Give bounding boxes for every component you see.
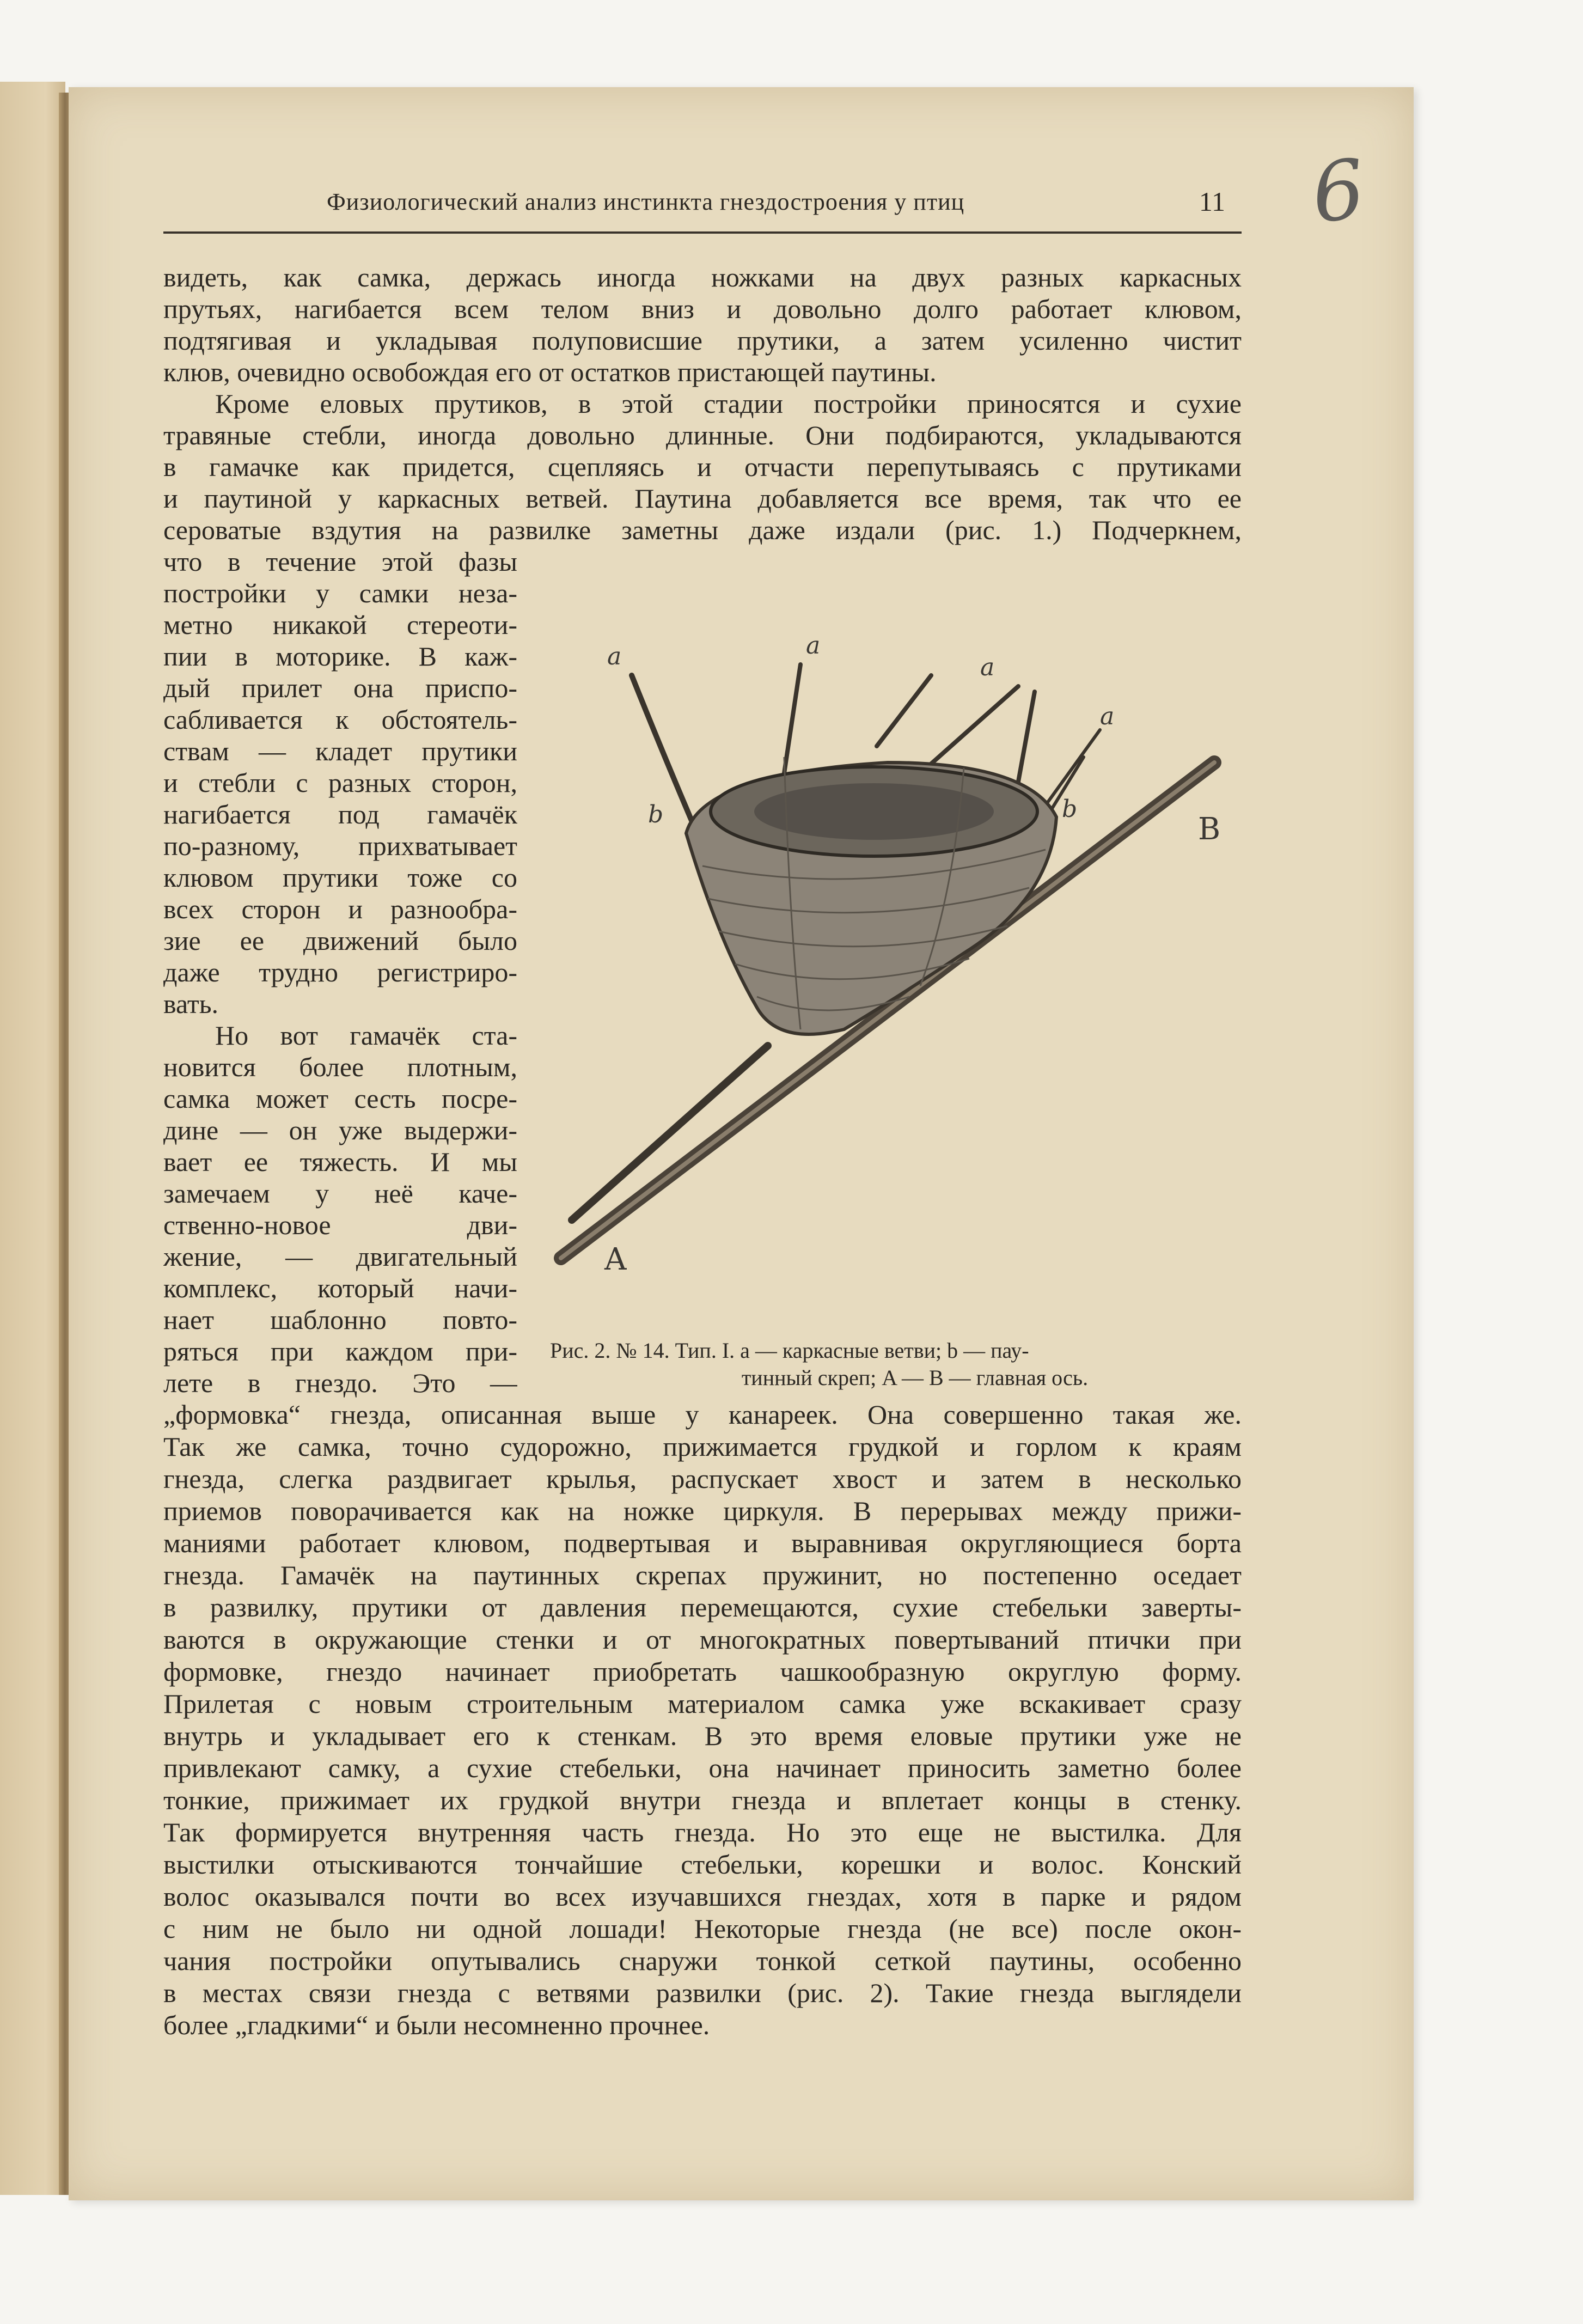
- text-line: сабливается к обстоятель-: [163, 704, 517, 735]
- running-head: [163, 182, 1242, 234]
- text-line: пии в моторике. В каж-: [163, 641, 517, 672]
- text-line: дый прилет она приспо-: [163, 673, 517, 703]
- text-line: и паутиной у каркасных ветвей. Паутина добавляется все время, так что ее: [163, 483, 1242, 514]
- text-line: клювом прутики тоже со: [163, 862, 517, 893]
- nest-body: [686, 757, 1056, 1034]
- label-axis-a: A: [604, 1242, 627, 1277]
- text-line: формовке, гнездо начинает приобретать чашкообразную округлую форму.: [163, 1656, 1242, 1687]
- text-line: выстилки отыскиваются тончайшие стебельки, корешки и волос. Конский: [163, 1849, 1242, 1880]
- text-line: самка может сесть посре-: [163, 1083, 517, 1114]
- text-line: клюв, очевидно освобождая его от остатков пристающей паутины.: [163, 357, 937, 387]
- text-line: метно никакой стереоти-: [163, 609, 517, 640]
- label-twig-a4: a: [1100, 703, 1115, 730]
- text-line: чания постройки опутывались снаружи тонкой сеткой паутины, особенно: [163, 1945, 1242, 1976]
- text-line: волос оказывался почти во всех изучавшихся гнездах, хотя в парке и рядом: [163, 1881, 1242, 1912]
- text-line: по-разному, прихватывает: [163, 831, 517, 861]
- left-page-edge: [0, 82, 65, 2195]
- text-line: тонкие, прижимает их грудкой внутри гнезда и вплетает концы в стенку.: [163, 1785, 1242, 1815]
- running-title: Физиологический анализ инстинкта гнездостроения у птиц: [327, 188, 965, 215]
- nest-illustration: [539, 594, 1247, 1340]
- text-line: гнезда, слегка раздвигает крылья, распускает хвост и затем в несколько: [163, 1463, 1242, 1494]
- text-line: с ним не было ни одной лошади! Некоторые гнезда (не все) после окон-: [163, 1913, 1242, 1944]
- figure-caption-line-2: тинный скреп; A — B — главная ось.: [741, 1365, 1089, 1390]
- label-axis-b: B: [1198, 812, 1221, 847]
- text-line: зие ее движений было: [163, 925, 517, 956]
- label-web-b2: b: [1062, 795, 1078, 823]
- handwritten-page-mark: 6: [1307, 142, 1370, 242]
- text-line: дине — он уже выдержи-: [163, 1115, 517, 1145]
- text-line: вать.: [163, 989, 219, 1019]
- text-line: Кроме еловых прутиков, в этой стадии постройки приносятся и сухие: [215, 388, 1242, 419]
- text-line: Прилетая с новым строительным материалом самка уже вскакивает сразу: [163, 1688, 1242, 1719]
- text-line: ряться при каждом при-: [163, 1336, 517, 1367]
- text-line: что в течение этой фазы: [163, 546, 517, 577]
- text-line: „формовка“ гнезда, описанная выше у канареек. Она совершенно такая же.: [163, 1399, 1242, 1430]
- text-line: замечаем у неё каче-: [163, 1178, 517, 1209]
- text-line: гнезда. Гамачёк на паутинных скрепах пружинит, но постепенно оседает: [163, 1560, 1242, 1590]
- text-line: ственно-новое дви-: [163, 1210, 517, 1240]
- label-twig-a2: a: [806, 632, 821, 660]
- text-line: маниями работает клювом, подвертывая и выравнивая округляющиеся борта: [163, 1528, 1242, 1558]
- text-line: ствам — кладет прутики: [163, 736, 517, 766]
- text-line: в развилку, прутики от давления перемещаются, сухие стебельки заверты-: [163, 1592, 1242, 1622]
- page-number: 11: [1199, 186, 1225, 217]
- text-line: Так формируется внутренняя часть гнезда. Но это еще не выстилка. Для: [163, 1817, 1242, 1847]
- text-line: ваются в окружающие стенки и от многократных повертываний птички при: [163, 1624, 1242, 1655]
- text-line: жение, — двигательный: [163, 1241, 517, 1272]
- text-line: постройки у самки неза-: [163, 578, 517, 608]
- text-line: всех сторон и разнообра-: [163, 894, 517, 924]
- text-line: травяные стебли, иногда довольно длинные. Они подбираются, укладываются: [163, 420, 1242, 450]
- label-twig-a1: a: [607, 643, 622, 670]
- figure-caption-line-1: Рис. 2. № 14. Тип. I. a — каркасные ветви; b — пау-: [550, 1338, 1029, 1363]
- text-line: и стебли с разных сторон,: [163, 767, 517, 798]
- text-line: подтягивая и укладывая полуповисшие прутики, а затем усиленно чистит: [163, 325, 1242, 356]
- text-line: вает ее тяжесть. И мы: [163, 1146, 517, 1177]
- text-line: приемов поворачивается как на ножке циркуля. В перерывах между прижи-: [163, 1496, 1242, 1526]
- text-line: даже трудно регистриро-: [163, 957, 517, 987]
- label-web-b1: b: [648, 801, 664, 828]
- text-line: в гамачке как придется, сцепляясь и отчасти перепутываясь с прутиками: [163, 452, 1242, 482]
- text-line: прутьях, нагибается всем телом вниз и довольно долго работает клювом,: [163, 294, 1242, 324]
- text-line: привлекают самку, а сухие стебельки, она начинает приносить заметно более: [163, 1753, 1242, 1783]
- text-line: комплекс, который начи-: [163, 1273, 517, 1303]
- text-line: нагибается под гамачёк: [163, 799, 517, 829]
- text-line: Но вот гамачёк ста-: [215, 1020, 517, 1051]
- text-line: внутрь и укладывает его к стенкам. В это время еловые прутики уже не: [163, 1721, 1242, 1751]
- text-line: лете в гнездо. Это —: [163, 1368, 517, 1398]
- text-line: в местах связи гнезда с ветвями развилки (рис. 2). Такие гнезда выглядели: [163, 1978, 1242, 2008]
- text-line: Так же самка, точно судорожно, прижимается грудкой и горлом к краям: [163, 1431, 1242, 1462]
- text-line: нает шаблонно повто-: [163, 1304, 517, 1335]
- text-line: новится более плотным,: [163, 1052, 517, 1082]
- label-twig-a3: a: [980, 654, 995, 681]
- text-line: видеть, как самка, держась иногда ножками на двух разных каркасных: [163, 262, 1242, 292]
- text-line: более „гладкими“ и были несомненно прочнее.: [163, 2010, 710, 2040]
- text-line: сероватые вздутия на развилке заметны даже издали (рис. 1.) Подчеркнем,: [163, 515, 1242, 545]
- nest-drawing: [539, 594, 1247, 1340]
